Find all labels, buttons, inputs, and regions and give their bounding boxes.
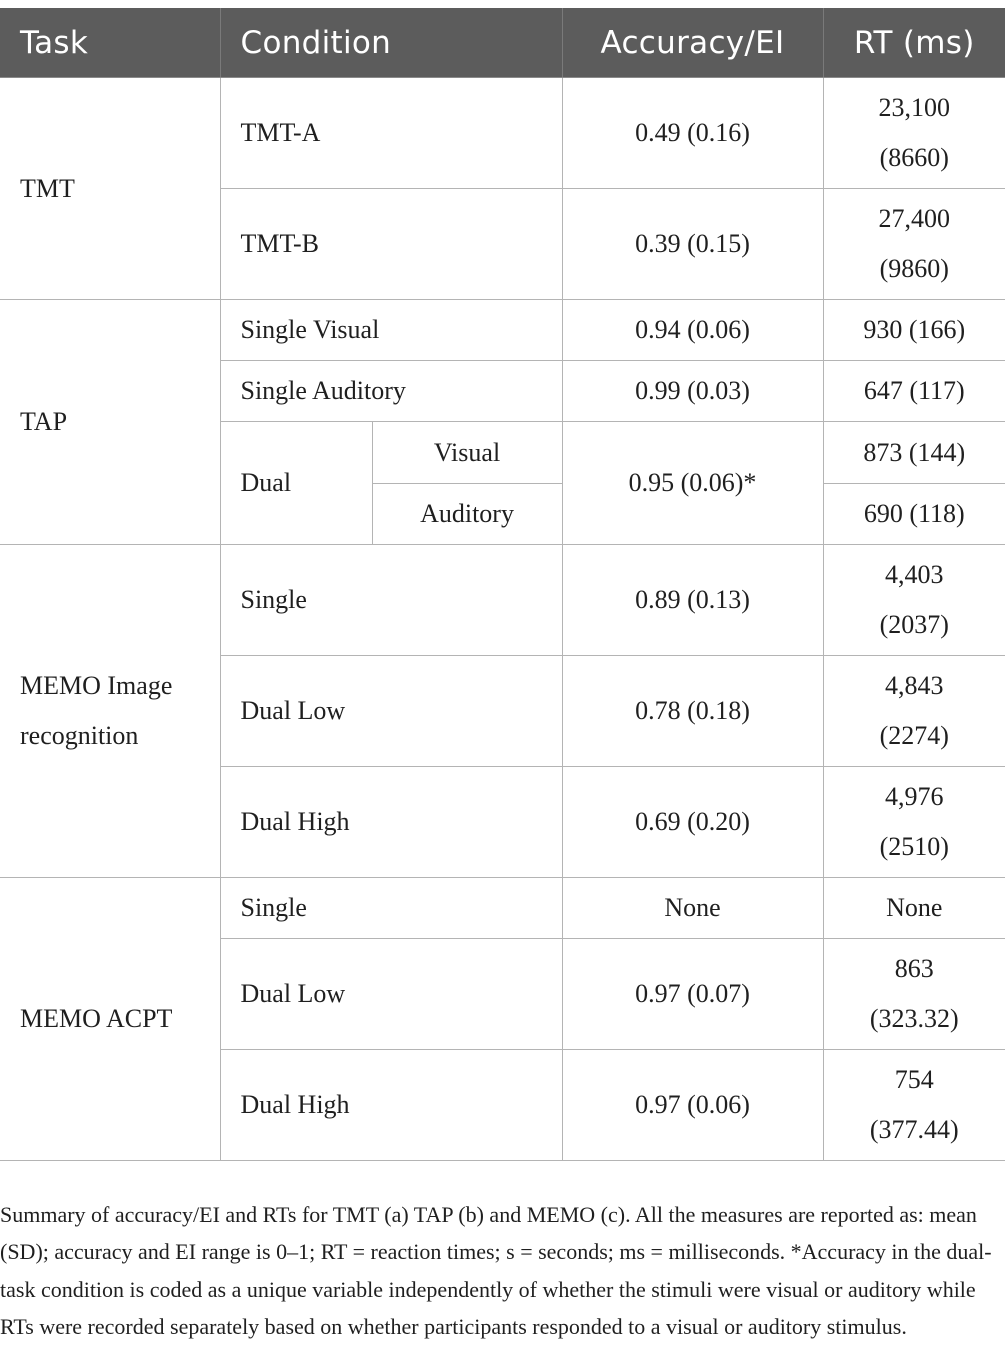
rt-cell [823,656,1005,767]
accuracy-cell: 0.95 (0.06)* [562,422,823,545]
rt-cell [823,939,1005,1050]
rt-cell [823,1050,1005,1161]
table-row [0,878,1005,939]
accuracy-cell: None [562,878,823,939]
accuracy-cell: 0.99 (0.03) [562,361,823,422]
rt-sd: (377.44) [869,1115,959,1144]
accuracy-cell: 0.69 (0.20) [562,767,823,878]
task-cell-tap: TAP [0,300,220,545]
rt-cell [823,189,1005,300]
table-row [0,78,1005,189]
subcondition-cell: Visual [372,422,562,484]
task-cell-tmt: TMT [0,78,220,300]
condition-cell: Dual Low [220,939,562,1050]
rt-cell [823,545,1005,656]
rt-cell: 930 (166) [823,300,1005,361]
table-row [0,545,1005,656]
header-accuracy: Accuracy/EI [562,8,823,78]
accuracy-cell: 0.94 (0.06) [562,300,823,361]
condition-cell: TMT-A [220,78,562,189]
header-task: Task [0,8,220,78]
subcondition-cell: Auditory [372,484,562,545]
condition-cell: Dual Low [220,656,562,767]
rt-value: 4,403 [885,560,944,589]
task-cell-memo-acpt: MEMO ACPT [0,878,220,1161]
condition-cell: Single [220,878,562,939]
task-label-line2: recognition [20,721,139,750]
rt-cell: 647 (117) [823,361,1005,422]
rt-cell: None [823,878,1005,939]
rt-cell: 690 (118) [823,484,1005,545]
rt-value: 863 [894,954,934,983]
table-row [0,300,1005,361]
task-cell-memo-image [0,545,220,878]
table-footnote: Summary of accuracy/EI and RTs for TMT (a) TAP (b) and MEMO (c). All the measures are reported as: mean (SD); accuracy and EI range is 0–1; RT = reaction times; s = seconds; ms = milliseconds. *Accuracy in the dual-task condition is coded as a unique variable independently of whether the stimuli were visual or auditory while RTs were recorded separately based on whether participants responded to a visual or auditory stimulus. [0,1202,992,1340]
accuracy-cell: 0.89 (0.13) [562,545,823,656]
accuracy-cell: 0.78 (0.18) [562,656,823,767]
rt-sd: (323.32) [869,1004,959,1033]
condition-cell: Single Auditory [220,361,562,422]
condition-cell: Single Visual [220,300,562,361]
accuracy-cell: 0.39 (0.15) [562,189,823,300]
results-table [0,8,1005,1161]
rt-value: 27,400 [878,204,951,233]
rt-cell [823,78,1005,189]
header-condition: Condition [220,8,562,78]
rt-cell [823,767,1005,878]
task-label-line1: MEMO Image [20,671,173,700]
rt-value: 4,843 [885,671,944,700]
accuracy-cell: 0.49 (0.16) [562,78,823,189]
condition-cell: Single [220,545,562,656]
rt-sd: (9860) [879,254,949,283]
header-rt: RT (ms) [823,8,1005,78]
accuracy-cell: 0.97 (0.06) [562,1050,823,1161]
condition-cell: Dual High [220,767,562,878]
condition-cell: Dual High [220,1050,562,1161]
condition-cell-dual: Dual [220,422,372,545]
rt-sd: (8660) [879,143,949,172]
header-row [0,8,1005,78]
rt-sd: (2037) [879,610,949,639]
rt-sd: (2274) [879,721,949,750]
rt-value: 23,100 [878,93,951,122]
rt-value: 4,976 [885,782,944,811]
accuracy-cell: 0.97 (0.07) [562,939,823,1050]
condition-cell: TMT-B [220,189,562,300]
rt-value: 754 [894,1065,934,1094]
rt-cell: 873 (144) [823,422,1005,484]
rt-sd: (2510) [879,832,949,861]
